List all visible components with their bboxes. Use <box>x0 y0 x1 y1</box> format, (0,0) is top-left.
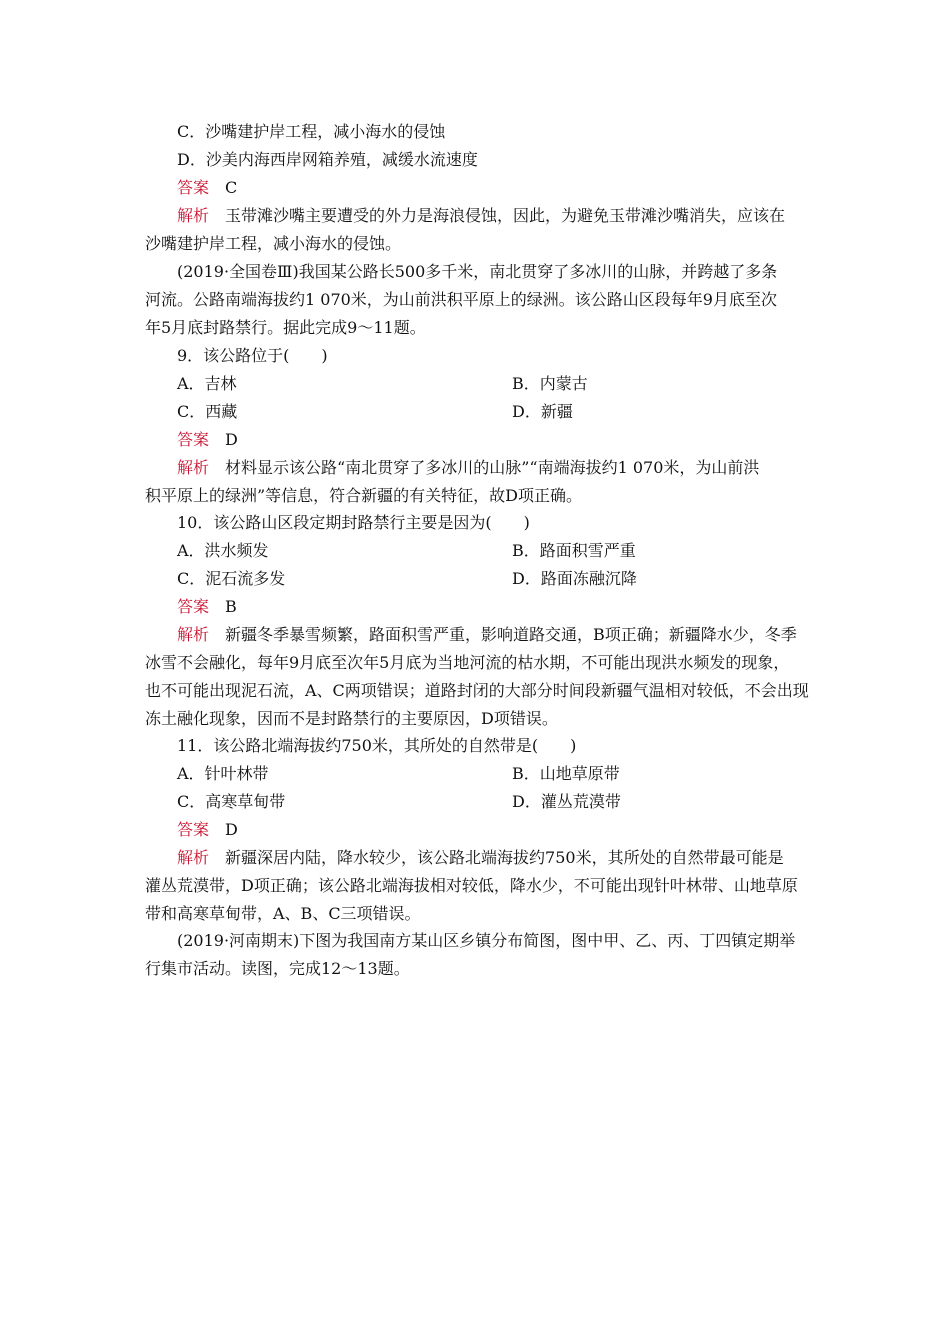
q11-option-d: D．灌丛荒漠带 <box>512 792 621 811</box>
material-2-line-1: (2019·河南期末)下图为我国南方某山区乡镇分布简图，图中甲、乙、丙、丁四镇定期举 <box>177 931 796 950</box>
q10-option-a: A．洪水频发 <box>177 541 269 560</box>
analysis-label: 解析 <box>177 458 210 477</box>
analysis-text: 新疆深居内陆，降水较少，该公路北端海拔约750米，其所处的自然带最可能是 <box>225 848 784 867</box>
q10-option-c: C．泥石流多发 <box>177 569 286 588</box>
material-line-2: 河流。公路南端海拔约1 070米，为山前洪积平原上的绿洲。该公路山区段每年9月底至次 <box>145 290 777 309</box>
analysis-label: 解析 <box>177 848 210 867</box>
q10-analysis-line-4: 冻土融化现象，因而不是封路禁行的主要原因，D项错误。 <box>145 709 558 728</box>
q11-option-a: A．针叶林带 <box>177 764 269 783</box>
q11-option-b: B．山地草原带 <box>512 764 620 783</box>
q9-option-a: A．吉林 <box>177 374 237 393</box>
q10-answer-line <box>177 596 237 620</box>
q10-option-d: D．路面冻融沉降 <box>512 569 637 588</box>
q10-analysis-line-3: 也不可能出现泥石流，A、C两项错误；道路封闭的大部分时间段新疆气温相对较低，不会出现 <box>145 681 809 700</box>
q11-answer-line <box>177 819 238 843</box>
answer-value: D <box>225 430 238 449</box>
analysis-label: 解析 <box>177 625 210 644</box>
material-line-3: 年5月底封路禁行。据此完成9～11题。 <box>145 318 426 337</box>
q11-analysis-line-2: 灌丛荒漠带，D项正确；该公路北端海拔相对较低，降水少，不可能出现针叶林带、山地草原 <box>145 876 798 895</box>
answer-label: 答案 <box>177 597 210 616</box>
q9-analysis-line-2: 积平原上的绿洲”等信息，符合新疆的有关特征，故D项正确。 <box>145 486 583 505</box>
material-line-1: (2019·全国卷Ⅲ)我国某公路长500多千米，南北贯穿了多冰川的山脉，并跨越了多条 <box>177 262 778 281</box>
analysis-line-1 <box>177 205 785 229</box>
q11-analysis-line-1 <box>177 847 784 871</box>
material-2-line-2: 行集市活动。读图，完成12～13题。 <box>145 959 410 978</box>
option-c: C．沙嘴建护岸工程，减小海水的侵蚀 <box>177 122 446 141</box>
answer-line <box>177 177 237 201</box>
answer-value: D <box>225 820 238 839</box>
answer-label: 答案 <box>177 178 210 197</box>
q10-option-b: B．路面积雪严重 <box>512 541 636 560</box>
q9-option-b: B．内蒙古 <box>512 374 588 393</box>
answer-value: C <box>225 178 238 197</box>
question-9-stem: 9．该公路位于( ) <box>177 346 328 365</box>
answer-value: B <box>225 597 237 616</box>
q9-answer-line <box>177 429 238 453</box>
q9-analysis-line-1 <box>177 457 759 481</box>
q9-option-d: D．新疆 <box>512 402 573 421</box>
q11-analysis-line-3: 带和高寒草甸带，A、B、C三项错误。 <box>145 904 421 923</box>
answer-label: 答案 <box>177 820 210 839</box>
analysis-label: 解析 <box>177 206 210 225</box>
q11-option-c: C．高寒草甸带 <box>177 792 286 811</box>
analysis-line-2: 沙嘴建护岸工程，减小海水的侵蚀。 <box>145 234 402 253</box>
option-d: D．沙美内海西岸网箱养殖，减缓水流速度 <box>177 150 478 169</box>
q9-option-c: C．西藏 <box>177 402 238 421</box>
answer-label: 答案 <box>177 430 210 449</box>
question-10-stem: 10．该公路山区段定期封路禁行主要是因为( ) <box>177 513 530 532</box>
analysis-text: 材料显示该公路“南北贯穿了多冰川的山脉”“南端海拔约1 070米，为山前洪 <box>225 458 760 477</box>
analysis-text: 玉带滩沙嘴主要遭受的外力是海浪侵蚀，因此，为避免玉带滩沙嘴消失，应该在 <box>225 206 786 225</box>
q10-analysis-line-1 <box>177 624 797 648</box>
analysis-text: 新疆冬季暴雪频繁，路面积雪严重，影响道路交通，B项正确；新疆降水少，冬季 <box>225 625 797 644</box>
question-11-stem: 11．该公路北端海拔约750米，其所处的自然带是( ) <box>177 736 577 755</box>
q10-analysis-line-2: 冰雪不会融化，每年9月底至次年5月底为当地河流的枯水期，不可能出现洪水频发的现象， <box>145 653 790 672</box>
